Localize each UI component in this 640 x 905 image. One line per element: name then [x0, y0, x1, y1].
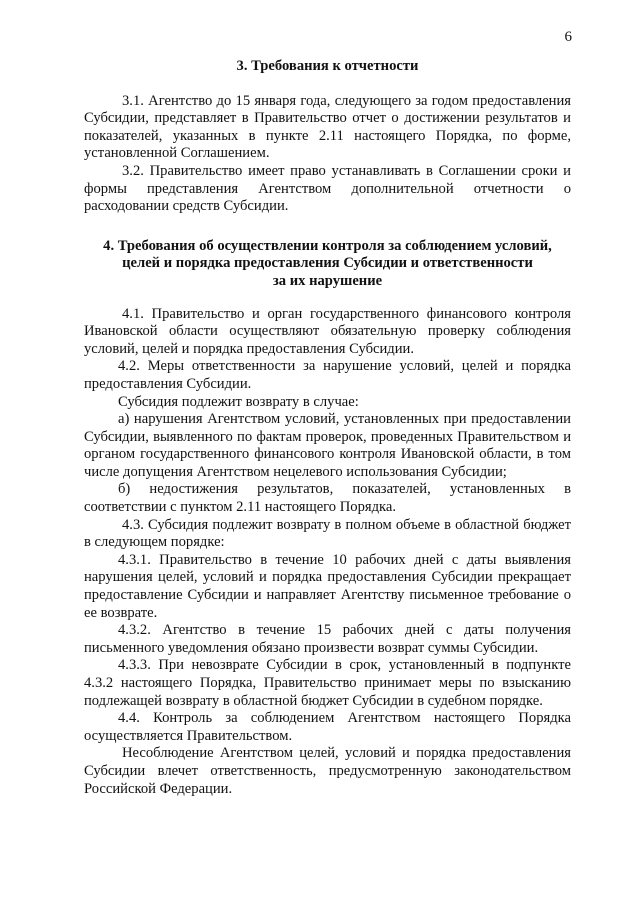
paragraph-4-3-2: 4.3.2. Агентство в течение 15 рабочих дней с даты получения письменного уведомления обязано произвести возврат суммы Субсидии.: [84, 622, 571, 656]
paragraph-4-4: 4.4. Контроль за соблюдением Агентством настоящего Порядка осуществляется Правительством.: [84, 710, 571, 744]
paragraph-4-1: 4.1. Правительство и орган государственного финансового контроля Ивановской области осуществляют обязательную проверку соблюдения условий, целей и порядка предоставления Субсидии.: [84, 305, 571, 357]
section-4-heading: [84, 238, 571, 291]
section-4-heading-line-3: за их нарушение: [272, 272, 383, 289]
section-3-heading: 3. Требования к отчетности: [236, 58, 419, 74]
paragraph-4-3-1: 4.3.1. Правительство в течение 10 рабочих дней с даты выявления нарушения целей, условий и порядка предоставления Субсидии прекращает предоставление Субсидии и направляет Агентству письменное требование о ее возврате.: [84, 551, 571, 621]
document-body: [84, 58, 571, 798]
paragraph-case-b: б) недостижения результатов, показателей, установленных в соответствии с пунктом 2.11 настоящего Порядка.: [84, 481, 571, 516]
section-4-heading-line-2: целей и порядка предоставления Субсидии и ответственности: [122, 255, 533, 272]
paragraph-liability: Несоблюдение Агентством целей, условий и порядка предоставления Субсидии влечет ответственность, предусмотренную законодательством Российской Федерации.: [84, 745, 571, 797]
paragraph-4-3: 4.3. Субсидия подлежит возврату в полном объеме в областной бюджет в следующем порядке:: [84, 516, 571, 551]
paragraph-3-2: 3.2. Правительство имеет право устанавливать в Соглашении сроки и формы представления Агентством дополнительной отчетности о расходовании средств Субсидии.: [84, 162, 571, 215]
page-number: 6: [564, 29, 572, 45]
paragraph-4-3-3: 4.3.3. При невозврате Субсидии в срок, установленный в подпункте 4.3.2 настоящего Порядка, Правительство принимает меры по взысканию подлежащей возврату в областной бюджет Субсидии в судебном порядке.: [84, 657, 571, 709]
section-4-heading-line-1: 4. Требования об осуществлении контроля за соблюдением условий,: [103, 237, 552, 254]
paragraph-case-a: а) нарушения Агентством условий, установленных при предоставлении Субсидии, выявленного по фактам проверок, проведенных Правительством и органом государственного финансового контроля Ивановской области, в том числе допущения Агентством нецелевого использования Субсидии;: [84, 411, 571, 480]
paragraph-return-cases: Субсидия подлежит возврату в случае:: [118, 393, 359, 410]
paragraph-3-1: 3.1. Агентство до 15 января года, следующего за годом предоставления Субсидии, представляет в Правительство отчет о достижении результатов и показателей, указанных в пункте 2.11 настоящего Порядка, по форме, установленной Соглашением.: [84, 92, 571, 162]
paragraph-4-2: 4.2. Меры ответственности за нарушение условий, целей и порядка предоставления Субсидии.: [84, 358, 571, 392]
